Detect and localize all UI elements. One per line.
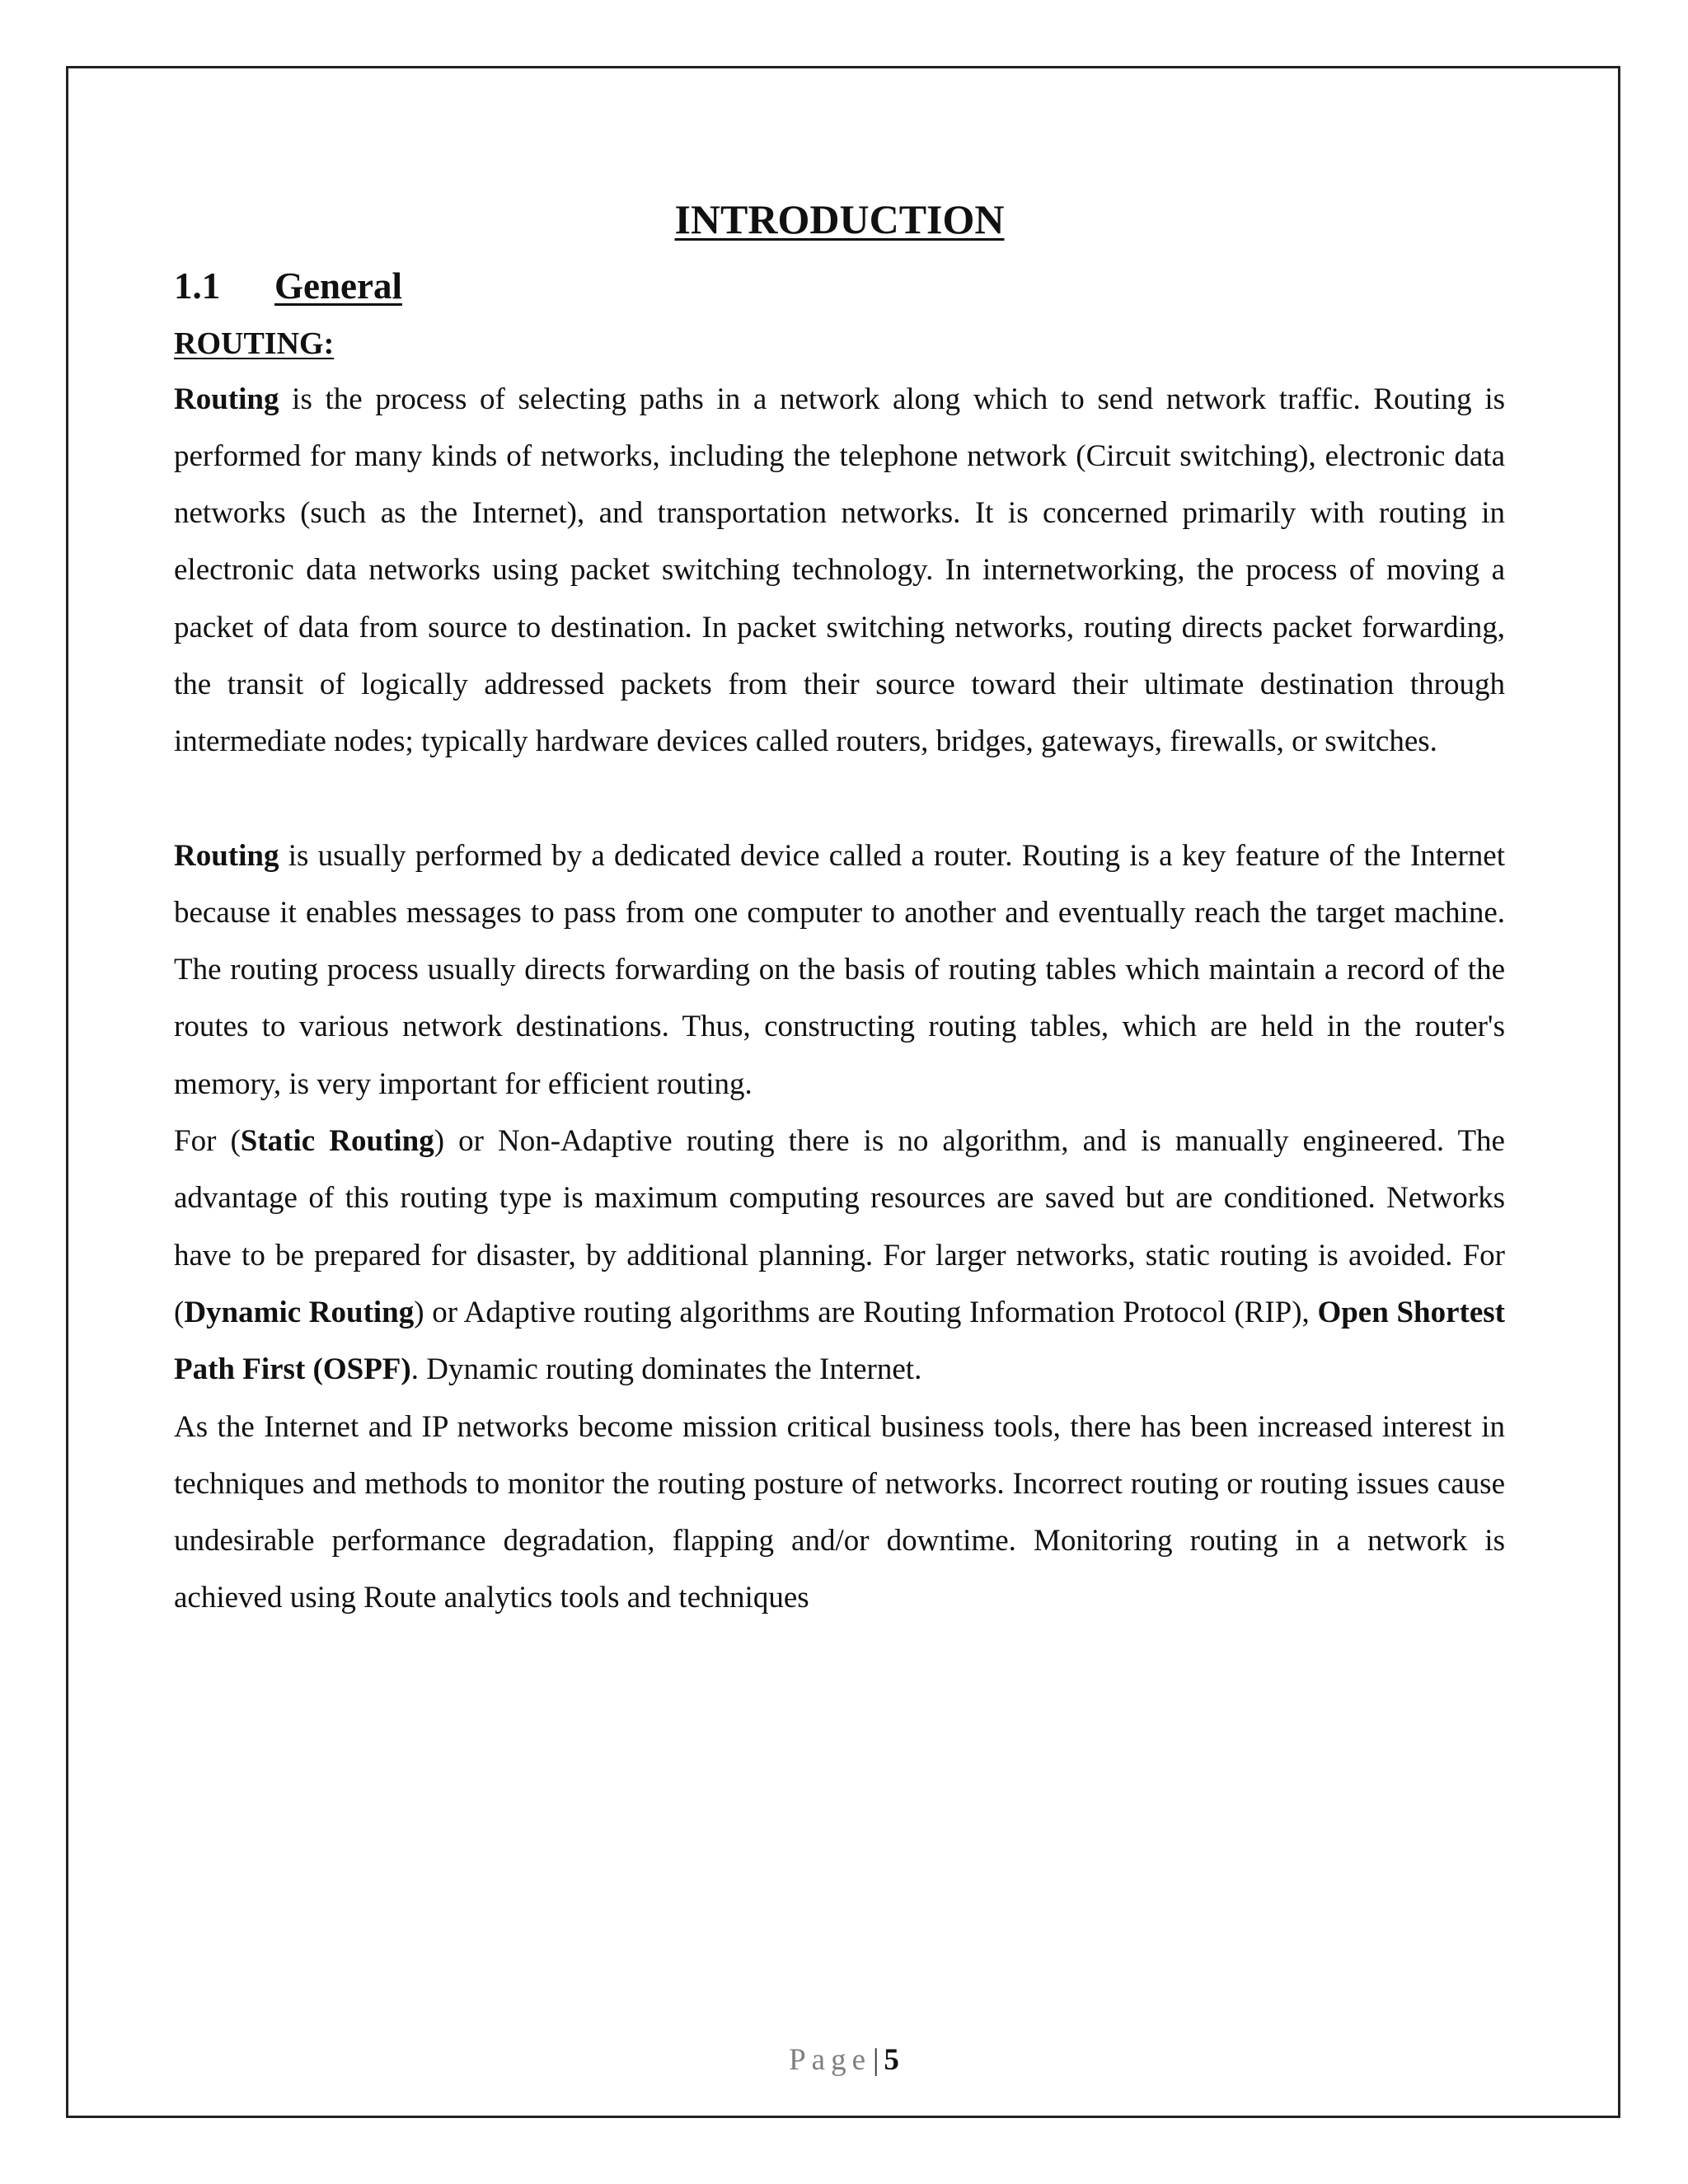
bold-term: Routing (174, 382, 279, 416)
page-number: 5 (884, 2043, 899, 2077)
paragraph-text: ) or Non-Adaptive routing there is no algorithm, and is manually engineered. The advantage of this routing type is maximum computing resources are saved but are conditioned. Networks have to be prepared for disaster, by additional planning. For larger networks, static routing is avoided. For ( (174, 1124, 1505, 1329)
bold-term: Static Routing (240, 1124, 434, 1159)
paragraph-text: For ( (174, 1124, 241, 1159)
paragraph-text: is the process of selecting paths in a network along which to send network traffic. Routing is performed for many kinds of networks, including the telephone network (Circuit switching), electronic data networks (such as the Internet), and transportation networks. It is concerned primarily with routing in electronic data networks using packet switching technology. In internetworking, the process of moving a packet of data from source to destination. In packet switching networks, routing directs packet forwarding, the transit of logically addressed packets from their source toward their ultimate destination through intermediate nodes; typically hardware devices called routers, bridges, gateways, firewalls, or switches. (174, 382, 1505, 759)
paragraph-text: is usually performed by a dedicated device called a router. Routing is a key feature of the Internet because it enables messages to pass from one computer to another and eventually reach the target machine. The routing process usually directs forwarding on the basis of routing tables which maintain a record of the routes to various network destinations. Thus, constructing routing tables, which are held in the router's memory, is very important for efficient routing. (174, 838, 1505, 1101)
paragraph-monitoring (174, 1399, 1505, 1627)
bold-term: Routing (174, 838, 279, 873)
document-body (174, 194, 1505, 1627)
paragraph-text: ) or Adaptive routing algorithms are Routing Information Protocol (RIP), (414, 1295, 1318, 1329)
routing-subheading: ROUTING: (174, 326, 335, 361)
bold-term: Open Shortest Path First (OSPF) (174, 1295, 1505, 1387)
bold-term: Dynamic Routing (184, 1295, 415, 1329)
paragraph-static-dynamic (174, 1113, 1505, 1398)
section-number: 1.1 (174, 265, 221, 307)
page-footer (0, 2042, 1688, 2078)
chapter-title: INTRODUCTION (674, 196, 1005, 242)
paragraph-text: . Dynamic routing dominates the Internet. (410, 1352, 922, 1387)
section-heading (174, 262, 1505, 311)
paragraph-text: As the Internet and IP networks become mission critical business tools, there has been increased interest in techniques and methods to monitor the routing posture of networks. Incorrect routing or routing issues cause undesirable performance degradation, flapping and/or downtime. Monitoring routing in a network is achieved using Route analytics tools and techniques (174, 1409, 1505, 1615)
page-separator: | (873, 2043, 879, 2077)
paragraph-router-device (174, 827, 1505, 1113)
section-name: General (274, 265, 402, 307)
paragraph-routing-definition (174, 371, 1505, 771)
page-label: Page (789, 2043, 871, 2077)
